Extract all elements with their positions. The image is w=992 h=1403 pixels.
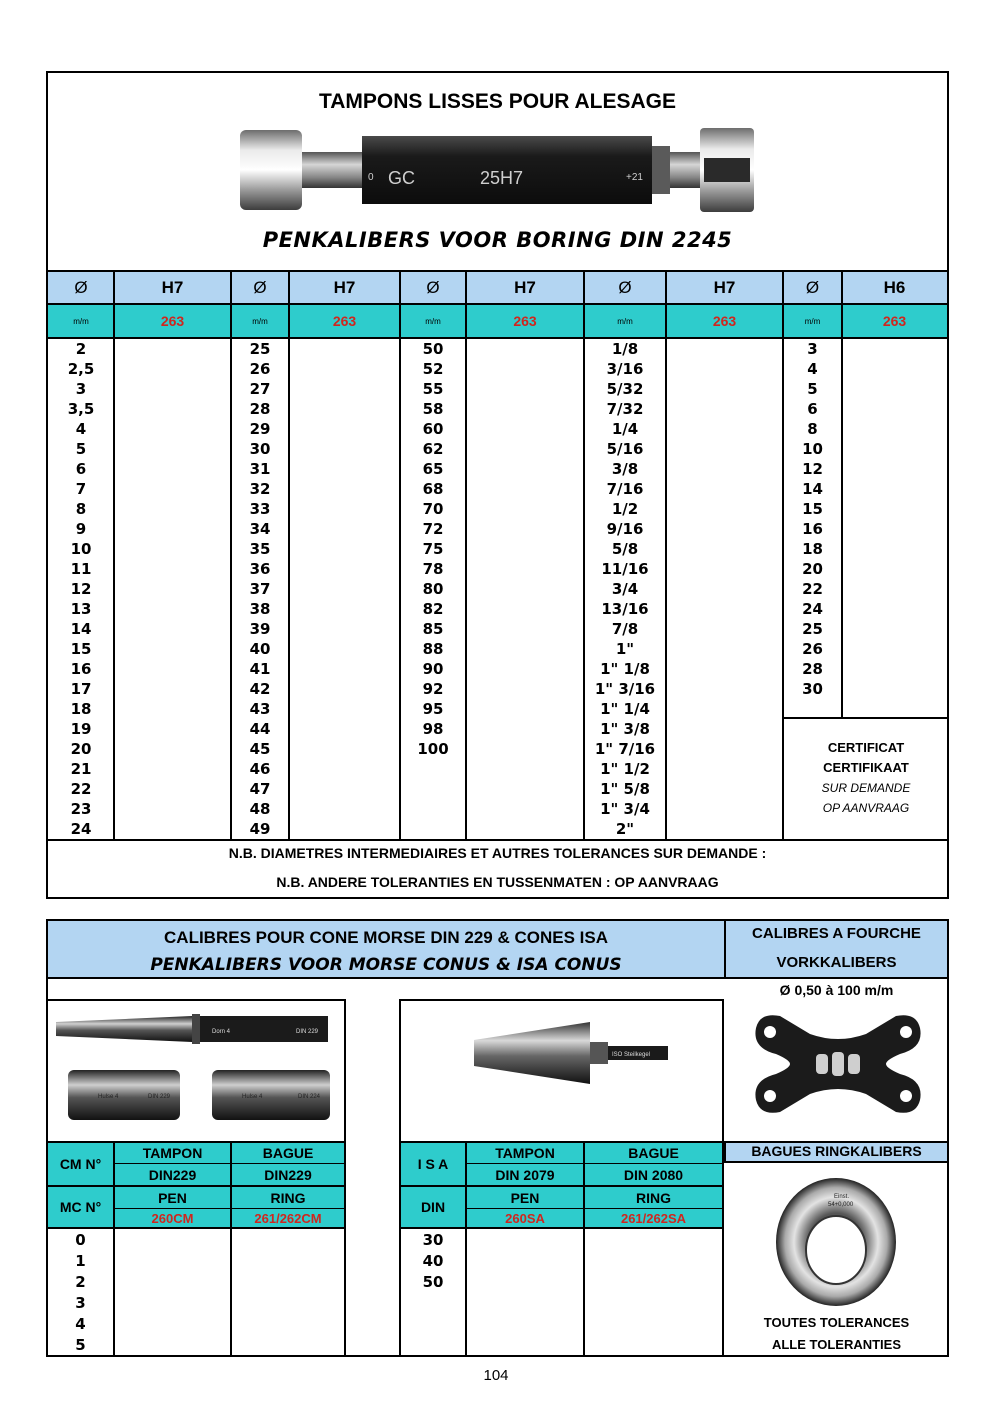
header-tol-5: H6	[883, 277, 906, 297]
diameter-value: 30	[802, 680, 823, 698]
diameter-value: 40	[249, 640, 271, 658]
diameter-value: 46	[249, 760, 271, 778]
diameter-value: 32	[249, 480, 271, 498]
diameter-value: 37	[249, 580, 271, 598]
diameter-value: 1" 7/16	[594, 740, 656, 758]
diameter-value: 1/2	[611, 500, 639, 518]
diameter-value: 21	[70, 760, 92, 778]
diameter-value: 5/32	[606, 380, 644, 398]
diameter-value: 2"	[615, 820, 635, 838]
diameter-value: 58	[422, 400, 444, 418]
plug-gauge-image	[238, 124, 758, 216]
diameter-value: 26	[802, 640, 823, 658]
diameter-column-3	[400, 339, 466, 759]
header-tol-4: H7	[713, 277, 736, 297]
diameter-value: 9	[75, 520, 87, 538]
diameter-value: 49	[249, 820, 271, 838]
header-code-2: 263	[332, 313, 357, 329]
diameter-value: 3,5	[67, 400, 95, 418]
diameter-value: 44	[249, 720, 271, 738]
diameter-value: 19	[70, 720, 92, 738]
morse-std2: DIN229	[264, 1166, 312, 1183]
header-diam-2: Ø	[253, 277, 267, 297]
bagues-title: BAGUES RINGKALIBERS	[751, 1143, 922, 1159]
diameter-value: 45	[249, 740, 271, 758]
diameter-value: 1" 3/16	[594, 680, 656, 698]
morse-pen: PEN	[158, 1189, 187, 1206]
certificat-fr: CERTIFICAT	[827, 740, 905, 755]
diameter-value: 38	[249, 600, 271, 618]
diameter-value: 25	[802, 620, 823, 638]
diameter-value: 3	[75, 380, 87, 398]
diameter-value: 11	[70, 560, 92, 578]
bottom-title-fr: CALIBRES POUR CONE MORSE DIN 229 & CONES ISA	[164, 928, 608, 947]
diameter-value: 52	[422, 360, 444, 378]
diameter-value: 14	[70, 620, 92, 638]
top-title-fr: TAMPONS LISSES POUR ALESAGE	[318, 90, 677, 113]
isa-value: 30	[422, 1231, 444, 1249]
diameter-value: 1" 1/2	[600, 760, 650, 778]
diameter-value: 28	[802, 660, 823, 678]
ring-text-2: 54+0,000	[828, 1202, 854, 1208]
isa-tampon: TAMPON	[495, 1145, 555, 1161]
diameter-value: 68	[422, 480, 444, 498]
diameter-value: 24	[70, 820, 92, 838]
diameter-value: 25	[249, 340, 271, 358]
morse-values-column	[48, 1230, 113, 1356]
diameter-value: 5/16	[606, 440, 644, 458]
diameter-value: 3/16	[606, 360, 644, 378]
certificat-box	[784, 738, 948, 818]
diameter-value: 20	[70, 740, 92, 758]
morse-mc-label: MC N°	[59, 1199, 102, 1215]
certificat-nl-note: OP AANVRAAG	[822, 801, 910, 815]
grid-line	[344, 1141, 346, 1355]
diameter-value: 47	[249, 780, 271, 798]
header-diam-3: Ø	[426, 277, 440, 297]
diameter-value: 1" 1/8	[600, 660, 650, 678]
bottom-title-nl: PENKALIBERS VOOR MORSE CONUS & ISA CONUS	[150, 955, 622, 975]
ring-text-1: Einst.	[834, 1194, 850, 1200]
hulse2-std-label: DIN 224	[298, 1094, 321, 1100]
isa-std1: DIN 2079	[495, 1166, 555, 1183]
diameter-value: 7	[75, 480, 87, 498]
grid-line	[722, 1141, 724, 1355]
gauge-mark-brand: GC	[388, 168, 415, 188]
diameter-value: 8	[75, 500, 87, 518]
diameter-value: 36	[249, 560, 271, 578]
gauge-mark-right: +21	[626, 172, 643, 183]
isa-pen: PEN	[510, 1189, 540, 1206]
diameter-value: 1"	[615, 640, 635, 658]
fourche-range: Ø 0,50 à 100 m/m	[779, 982, 894, 998]
diameter-value: 29	[249, 420, 271, 438]
diameter-value: 16	[802, 520, 823, 538]
diameter-value: 24	[802, 600, 823, 618]
isa-code-ring: 261/262SA	[620, 1210, 687, 1226]
hulse-std-label: DIN 229	[148, 1094, 171, 1100]
diameter-value: 70	[422, 500, 444, 518]
diameter-value: 5	[807, 380, 818, 398]
diameter-value: 13	[70, 600, 92, 618]
diameter-value: 1" 1/4	[600, 700, 650, 718]
diameter-value: 12	[70, 580, 92, 598]
diameter-value: 80	[422, 580, 444, 598]
diameter-value: 15	[802, 500, 823, 518]
fork-gauge-image	[750, 1008, 926, 1120]
note-nl: N.B. ANDERE TOLERANTIES EN TUSSENMATEN : OP AANVRAAG	[276, 874, 719, 890]
diameter-column-1	[48, 339, 114, 839]
bagues-tol-nl: ALLE TOLERANTIES	[771, 1337, 902, 1352]
diameter-value: 11/16	[601, 560, 649, 578]
diameter-value: 92	[422, 680, 444, 698]
diameter-value: 62	[422, 440, 444, 458]
fourche-title-fr: CALIBRES A FOURCHE	[752, 925, 921, 942]
diameter-column-5	[783, 339, 842, 699]
header-code-5: 263	[882, 313, 907, 329]
isa-code-pen: 260SA	[505, 1210, 545, 1226]
diameter-value: 13/16	[601, 600, 649, 618]
hulse2-label: Hulse 4	[242, 1094, 263, 1100]
diameter-value: 10	[802, 440, 823, 458]
diameter-value: 2,5	[67, 360, 95, 378]
diameter-value: 72	[422, 520, 444, 538]
isa-gauge-image	[470, 1020, 670, 1090]
diameter-value: 17	[70, 680, 92, 698]
diameter-value: 7/16	[606, 480, 644, 498]
note-fr: N.B. DIAMETRES INTERMEDIAIRES ET AUTRES TOLERANCES SUR DEMANDE :	[228, 845, 767, 861]
diameter-value: 3/8	[611, 460, 639, 478]
header-unit-3: m/m	[425, 316, 441, 326]
diameter-value: 31	[249, 460, 271, 478]
diameter-value: 48	[249, 800, 271, 818]
isa-value: 50	[422, 1273, 444, 1291]
isa-value: 40	[422, 1252, 444, 1270]
header-code-1: 263	[160, 313, 185, 329]
diameter-value: 1" 3/8	[600, 720, 650, 738]
diameter-value: 95	[422, 700, 444, 718]
morse-value: 0	[75, 1231, 86, 1249]
diameter-value: 34	[249, 520, 271, 538]
diameter-value: 41	[249, 660, 271, 678]
gauge-mark-size: 25H7	[480, 168, 524, 188]
bagues-tol-fr: TOUTES TOLERANCES	[763, 1315, 910, 1330]
grid-line	[48, 839, 948, 841]
gauge-mark-left: 0	[368, 172, 374, 183]
diameter-value: 78	[422, 560, 444, 578]
diameter-value: 8	[807, 420, 818, 438]
diameter-value: 65	[422, 460, 444, 478]
diameter-value: 5	[75, 440, 87, 458]
fourche-title-nl: VORKKALIBERS	[776, 954, 897, 971]
isa-values-column	[401, 1230, 465, 1293]
diameter-value: 1" 5/8	[600, 780, 650, 798]
diameter-value: 1/8	[611, 340, 639, 358]
diameter-value: 15	[70, 640, 92, 658]
diameter-value: 4	[807, 360, 818, 378]
header-diam-5: Ø	[805, 277, 820, 297]
morse-code-pen: 260CM	[151, 1210, 194, 1226]
dorn-std-label: DIN 229	[296, 1029, 319, 1035]
diameter-value: 2	[75, 340, 87, 358]
morse-tampon: TAMPON	[142, 1145, 203, 1161]
header-unit-1: m/m	[73, 316, 89, 326]
morse-cm-label: CM N°	[59, 1156, 102, 1172]
certificat-fr-note: SUR DEMANDE	[821, 781, 911, 795]
diameter-value: 18	[70, 700, 92, 718]
diameter-value: 55	[422, 380, 444, 398]
diameter-value: 6	[75, 460, 87, 478]
diameter-value: 1/4	[611, 420, 639, 438]
diameter-value: 3	[807, 340, 818, 358]
diameter-value: 30	[249, 440, 271, 458]
dorn-label: Dorn 4	[212, 1029, 231, 1035]
page-number: 104	[483, 1367, 509, 1384]
diameter-value: 22	[70, 780, 92, 798]
diameter-value: 88	[422, 640, 444, 658]
diameter-value: 7/32	[606, 400, 644, 418]
diameter-value: 7/8	[611, 620, 639, 638]
diameter-value: 33	[249, 500, 271, 518]
morse-ring: RING	[270, 1189, 306, 1206]
isa-std2: DIN 2080	[623, 1166, 684, 1183]
grid-line	[782, 717, 948, 719]
diameter-value: 100	[417, 740, 449, 758]
diameter-value: 35	[249, 540, 271, 558]
diameter-value: 9/16	[606, 520, 644, 538]
diameter-value: 5/8	[611, 540, 639, 558]
morse-value: 2	[75, 1273, 86, 1291]
diameter-value: 14	[802, 480, 823, 498]
morse-bague: BAGUE	[262, 1145, 314, 1161]
morse-value: 5	[75, 1336, 86, 1354]
diameter-value: 85	[422, 620, 444, 638]
diameter-value: 16	[70, 660, 92, 678]
diameter-column-4	[584, 339, 666, 839]
header-tol-2: H7	[333, 277, 356, 297]
diameter-value: 18	[802, 540, 823, 558]
morse-value: 3	[75, 1294, 86, 1312]
morse-code-ring: 261/262CM	[254, 1210, 322, 1226]
top-title-nl: PENKALIBERS VOOR BORING DIN 2245	[262, 228, 733, 252]
morse-std1: DIN229	[148, 1166, 197, 1183]
header-diam-1: Ø	[74, 277, 88, 297]
isa-ring: RING	[636, 1189, 671, 1206]
diameter-value: 50	[422, 340, 444, 358]
header-unit-2: m/m	[252, 316, 268, 326]
diameter-value: 6	[807, 400, 818, 418]
morse-gauges-image	[52, 1008, 342, 1132]
morse-value: 4	[75, 1315, 86, 1333]
isa-label: ISO Steilkegel	[612, 1052, 651, 1058]
header-code-4: 263	[712, 313, 737, 329]
diameter-value: 39	[249, 620, 271, 638]
diameter-value: 23	[70, 800, 92, 818]
diameter-column-2	[231, 339, 289, 839]
diameter-value: 27	[249, 380, 271, 398]
header-tol-1: H7	[161, 277, 184, 297]
diameter-value: 28	[249, 400, 271, 418]
diameter-value: 90	[422, 660, 444, 678]
diameter-value: 43	[249, 700, 271, 718]
diameter-value: 20	[802, 560, 823, 578]
isa-label1: I S A	[417, 1156, 449, 1172]
diameter-value: 4	[75, 420, 87, 438]
certificat-nl: CERTIFIKAAT	[823, 760, 909, 775]
hulse-label: Hulse 4	[98, 1094, 119, 1100]
diameter-value: 22	[802, 580, 823, 598]
diameter-value: 98	[422, 720, 444, 738]
diameter-value: 82	[422, 600, 444, 618]
diameter-value: 1" 3/4	[600, 800, 650, 818]
header-diam-4: Ø	[618, 277, 632, 297]
diameter-value: 42	[249, 680, 271, 698]
diameter-value: 60	[422, 420, 444, 438]
header-tol-3: H7	[514, 277, 536, 297]
header-unit-5: m/m	[804, 316, 821, 326]
header-unit-4: m/m	[617, 316, 633, 326]
morse-value: 1	[75, 1252, 86, 1270]
header-code-3: 263	[513, 313, 537, 329]
diameter-value: 75	[422, 540, 444, 558]
diameter-value: 3/4	[611, 580, 639, 598]
isa-label2: DIN	[420, 1199, 446, 1215]
diameter-value: 12	[802, 460, 823, 478]
diameter-value: 26	[249, 360, 271, 378]
isa-bague: BAGUE	[628, 1145, 679, 1161]
diameter-value: 10	[70, 540, 92, 558]
ring-gauge-image	[774, 1176, 898, 1308]
